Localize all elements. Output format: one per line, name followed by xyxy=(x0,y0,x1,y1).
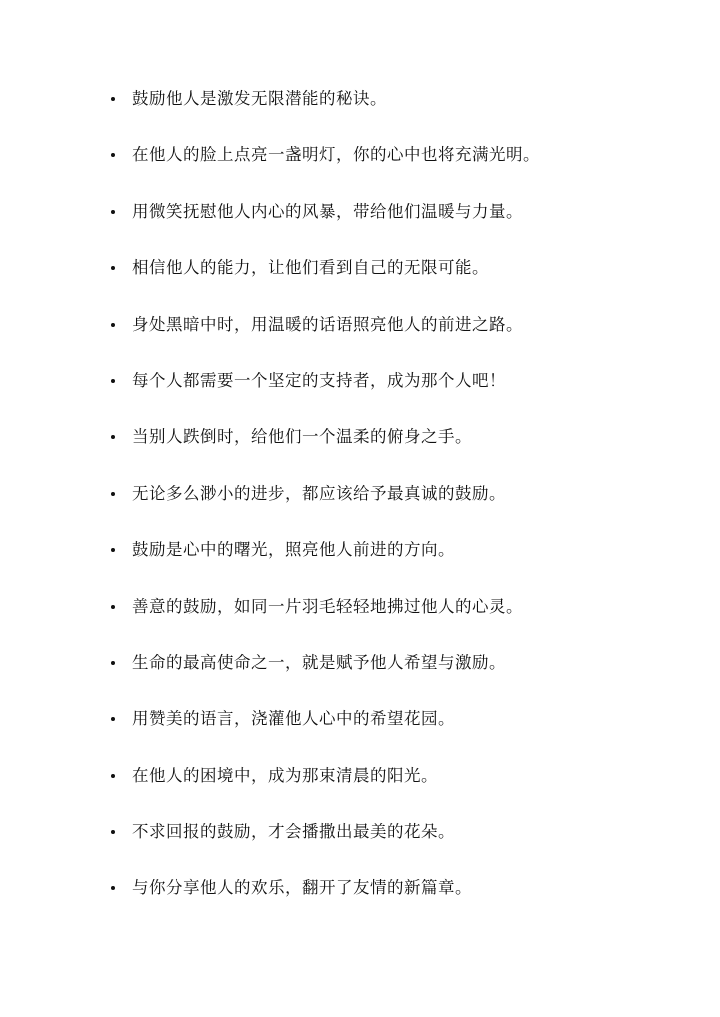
list-item xyxy=(108,368,688,424)
list-item-text: 不求回报的鼓励，才会播撒出最美的花朵。 xyxy=(132,822,455,842)
bullet-icon xyxy=(111,661,115,665)
list-item xyxy=(108,424,688,480)
list-item-text: 在他人的困境中，成为那束清晨的阳光。 xyxy=(132,765,438,785)
bullet-icon xyxy=(111,266,115,270)
bullet-icon xyxy=(111,97,115,101)
bullet-icon xyxy=(111,492,115,496)
list-item xyxy=(108,537,688,593)
list-item-text: 善意的鼓励，如同一片羽毛轻轻地拂过他人的心灵。 xyxy=(132,596,523,616)
bullet-icon xyxy=(111,153,115,157)
list-item-text: 相信他人的能力，让他们看到自己的无限可能。 xyxy=(132,258,489,278)
list-item-text: 鼓励是心中的曙光，照亮他人前进的方向。 xyxy=(132,540,455,560)
list-item-text: 与你分享他人的欢乐，翻开了友情的新篇章。 xyxy=(132,878,472,898)
bullet-list xyxy=(108,86,688,932)
bullet-icon xyxy=(111,210,115,214)
list-item xyxy=(108,875,688,931)
list-item-text: 鼓励他人是激发无限潜能的秘诀。 xyxy=(132,89,387,108)
list-item-text: 在他人的脸上点亮一盏明灯，你的心中也将充满光明。 xyxy=(132,145,540,165)
bullet-icon xyxy=(111,379,115,383)
list-item xyxy=(108,481,688,537)
list-item-text: 身处黑暗中时，用温暖的话语照亮他人的前进之路。 xyxy=(132,314,523,334)
bullet-icon xyxy=(111,435,115,439)
bullet-icon xyxy=(111,605,115,609)
list-item-text: 用赞美的语言，浇灌他人心中的希望花园。 xyxy=(132,709,455,729)
bullet-icon xyxy=(111,548,115,552)
list-item xyxy=(108,650,688,706)
list-item xyxy=(108,763,688,819)
list-item xyxy=(108,706,688,762)
list-item xyxy=(108,312,688,368)
list-item-text: 用微笑抚慰他人内心的风暴，带给他们温暖与力量。 xyxy=(132,201,523,221)
bullet-icon xyxy=(111,830,115,834)
bullet-icon xyxy=(111,886,115,890)
list-item-text: 生命的最高使命之一，就是赋予他人希望与激励。 xyxy=(132,652,506,672)
list-item xyxy=(108,142,688,198)
list-item-text: 无论多么渺小的进步，都应该给予最真诚的鼓励。 xyxy=(132,483,506,503)
bullet-icon xyxy=(111,774,115,778)
list-item xyxy=(108,819,688,875)
bullet-icon xyxy=(111,323,115,327)
list-item xyxy=(108,594,688,650)
list-item xyxy=(108,86,688,142)
list-item-text: 当别人跌倒时，给他们一个温柔的俯身之手。 xyxy=(132,427,472,447)
list-item-text: 每个人都需要一个坚定的支持者，成为那个人吧！ xyxy=(132,370,506,390)
bullet-icon xyxy=(111,717,115,721)
list-item xyxy=(108,255,688,311)
list-item xyxy=(108,199,688,255)
